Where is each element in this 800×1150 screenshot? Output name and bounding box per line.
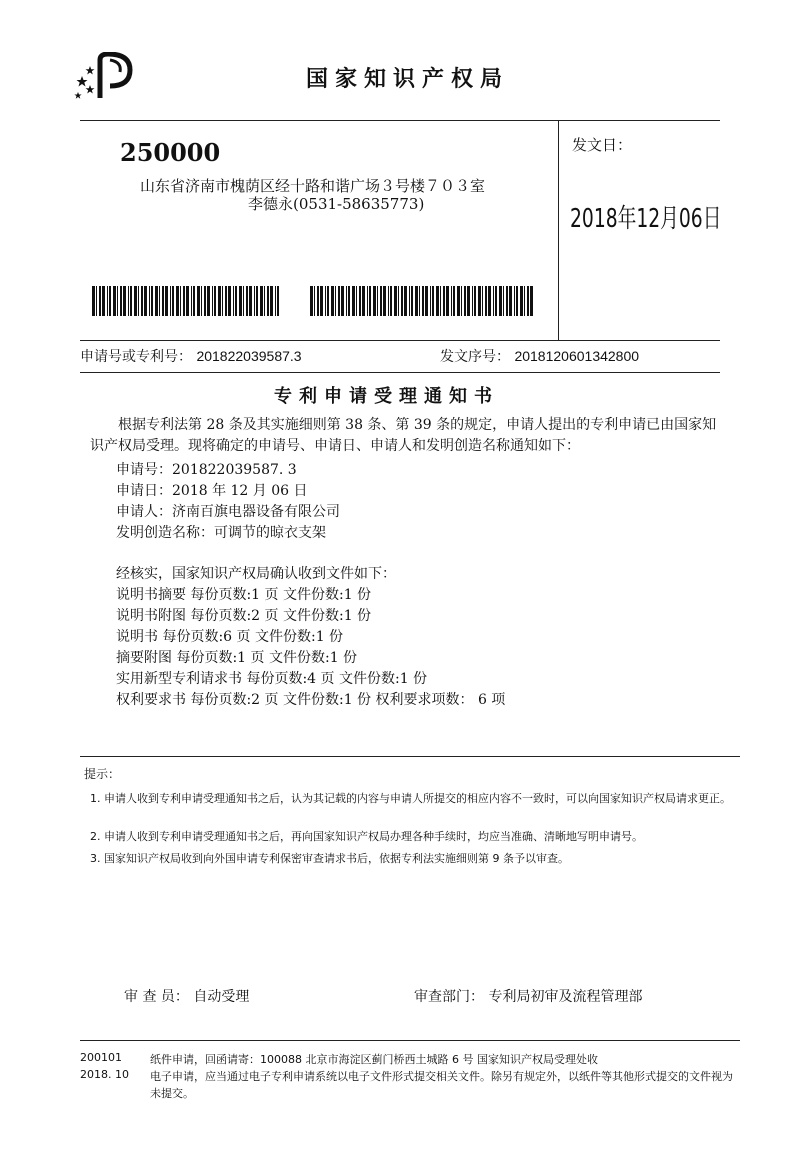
dispatch-date-stamp: 2018年12月06日 [570,204,722,234]
sequence-number-row [440,346,639,366]
examiner [124,986,249,1006]
hint-rule [80,756,740,757]
footer-electronic-instruction: 电子申请，应当通过电子专利申请系统以电子文件形式提交相关文件。除另有规定外，以纸件等其他形式提交的文件视为未提交。 [150,1070,733,1100]
sequence-number-value: 2018120601342800 [514,348,640,364]
document-item: 说明书摘要 每份页数:1 页 文件份数:1 份 [116,587,372,603]
barcode-left [92,286,280,316]
intro-paragraph: 根据专利法第 28 条及其实施细则第 38 条、第 39 条的规定，申请人提出的专利申请已由国家知识产权局受理。现将确定的申请号、申请日、申请人和发明创造名称通知如下： [90,417,717,454]
form-date: 2018. 10 [80,1068,129,1081]
field-filing-date [116,480,308,500]
patent-office-logo [72,52,144,102]
document-item: 说明书 每份页数:6 页 文件份数:1 份 [116,629,344,645]
hint-item: 1. 申请人收到专利申请受理通知书之后，认为其记载的内容与申请人所提交的相应内容不一致时，可以向国家知识产权局请求更正。 [90,792,731,805]
title-rule [80,372,720,373]
footer-mail-instruction: 纸件申请，回函请寄：100088 北京市海淀区蓟门桥西土城路 6 号 国家知识产权局受理处收 [150,1053,598,1066]
recipient-contact: 李德永(0531-58635773) [248,195,425,213]
field-invention-title [116,522,326,542]
field-label: 申请号： [116,462,172,478]
dispatch-date-label: 发文日： [572,136,633,154]
department-value: 专利局初审及流程管理部 [488,989,643,1005]
field-value: 可调节的晾衣支架 [214,525,326,541]
examiner-value: 自动受理 [193,989,250,1005]
hint-item: 2. 申请人收到专利申请受理通知书之后，再向国家知识产权局办理各种手续时，均应当准确、清晰地写明申请号。 [90,830,643,843]
hint-item: 3. 国家知识产权局收到向外国申请专利保密审查请求书后，依据专利法实施细则第 9 条予以审查。 [90,852,569,865]
field-value: 2018 年 12 月 06 日 [172,483,308,499]
barcode-right [310,286,535,316]
hints-title: 提示： [84,767,121,781]
document-item: 说明书附图 每份页数:2 页 文件份数:1 份 [116,608,372,624]
field-application-number [116,459,297,479]
top-rule [80,120,720,121]
form-code: 200101 [80,1051,122,1064]
postal-code: 250000 [120,138,221,167]
document-item: 实用新型专利请求书 每份页数:4 页 文件份数:1 份 [116,671,428,687]
verification-intro: 经核实，国家知识产权局确认收到文件如下： [116,566,396,582]
document-item: 权利要求书 每份页数:2 页 文件份数:1 份 权利要求项数： 6 项 [116,692,506,708]
application-number-label: 申请号或专利号： [80,349,192,365]
department-label: 审查部门： [414,989,484,1005]
document-item: 摘要附图 每份页数:1 页 文件份数:1 份 [116,650,358,666]
recipient-address: 山东省济南市槐荫区经十路和谐广场３号楼７０３室 [140,177,486,195]
header-divider [558,120,559,340]
field-label: 申请日： [116,483,172,499]
application-number-value: 201822039587.3 [196,348,302,364]
field-label: 发明创造名称： [116,525,214,541]
field-label: 申请人： [116,504,172,520]
application-number-row [80,346,302,366]
footer-rule [80,1040,740,1041]
field-applicant [116,501,340,521]
field-value: 201822039587. 3 [172,462,297,478]
field-value: 济南百旗电器设备有限公司 [172,504,340,520]
examiner-label: 审 查 员： [124,989,189,1005]
sequence-number-label: 发文序号： [440,349,510,365]
mid-rule [80,340,720,341]
office-name: 国家知识产权局 [306,66,510,92]
notice-title: 专利申请受理通知书 [274,386,499,407]
department [414,986,642,1006]
